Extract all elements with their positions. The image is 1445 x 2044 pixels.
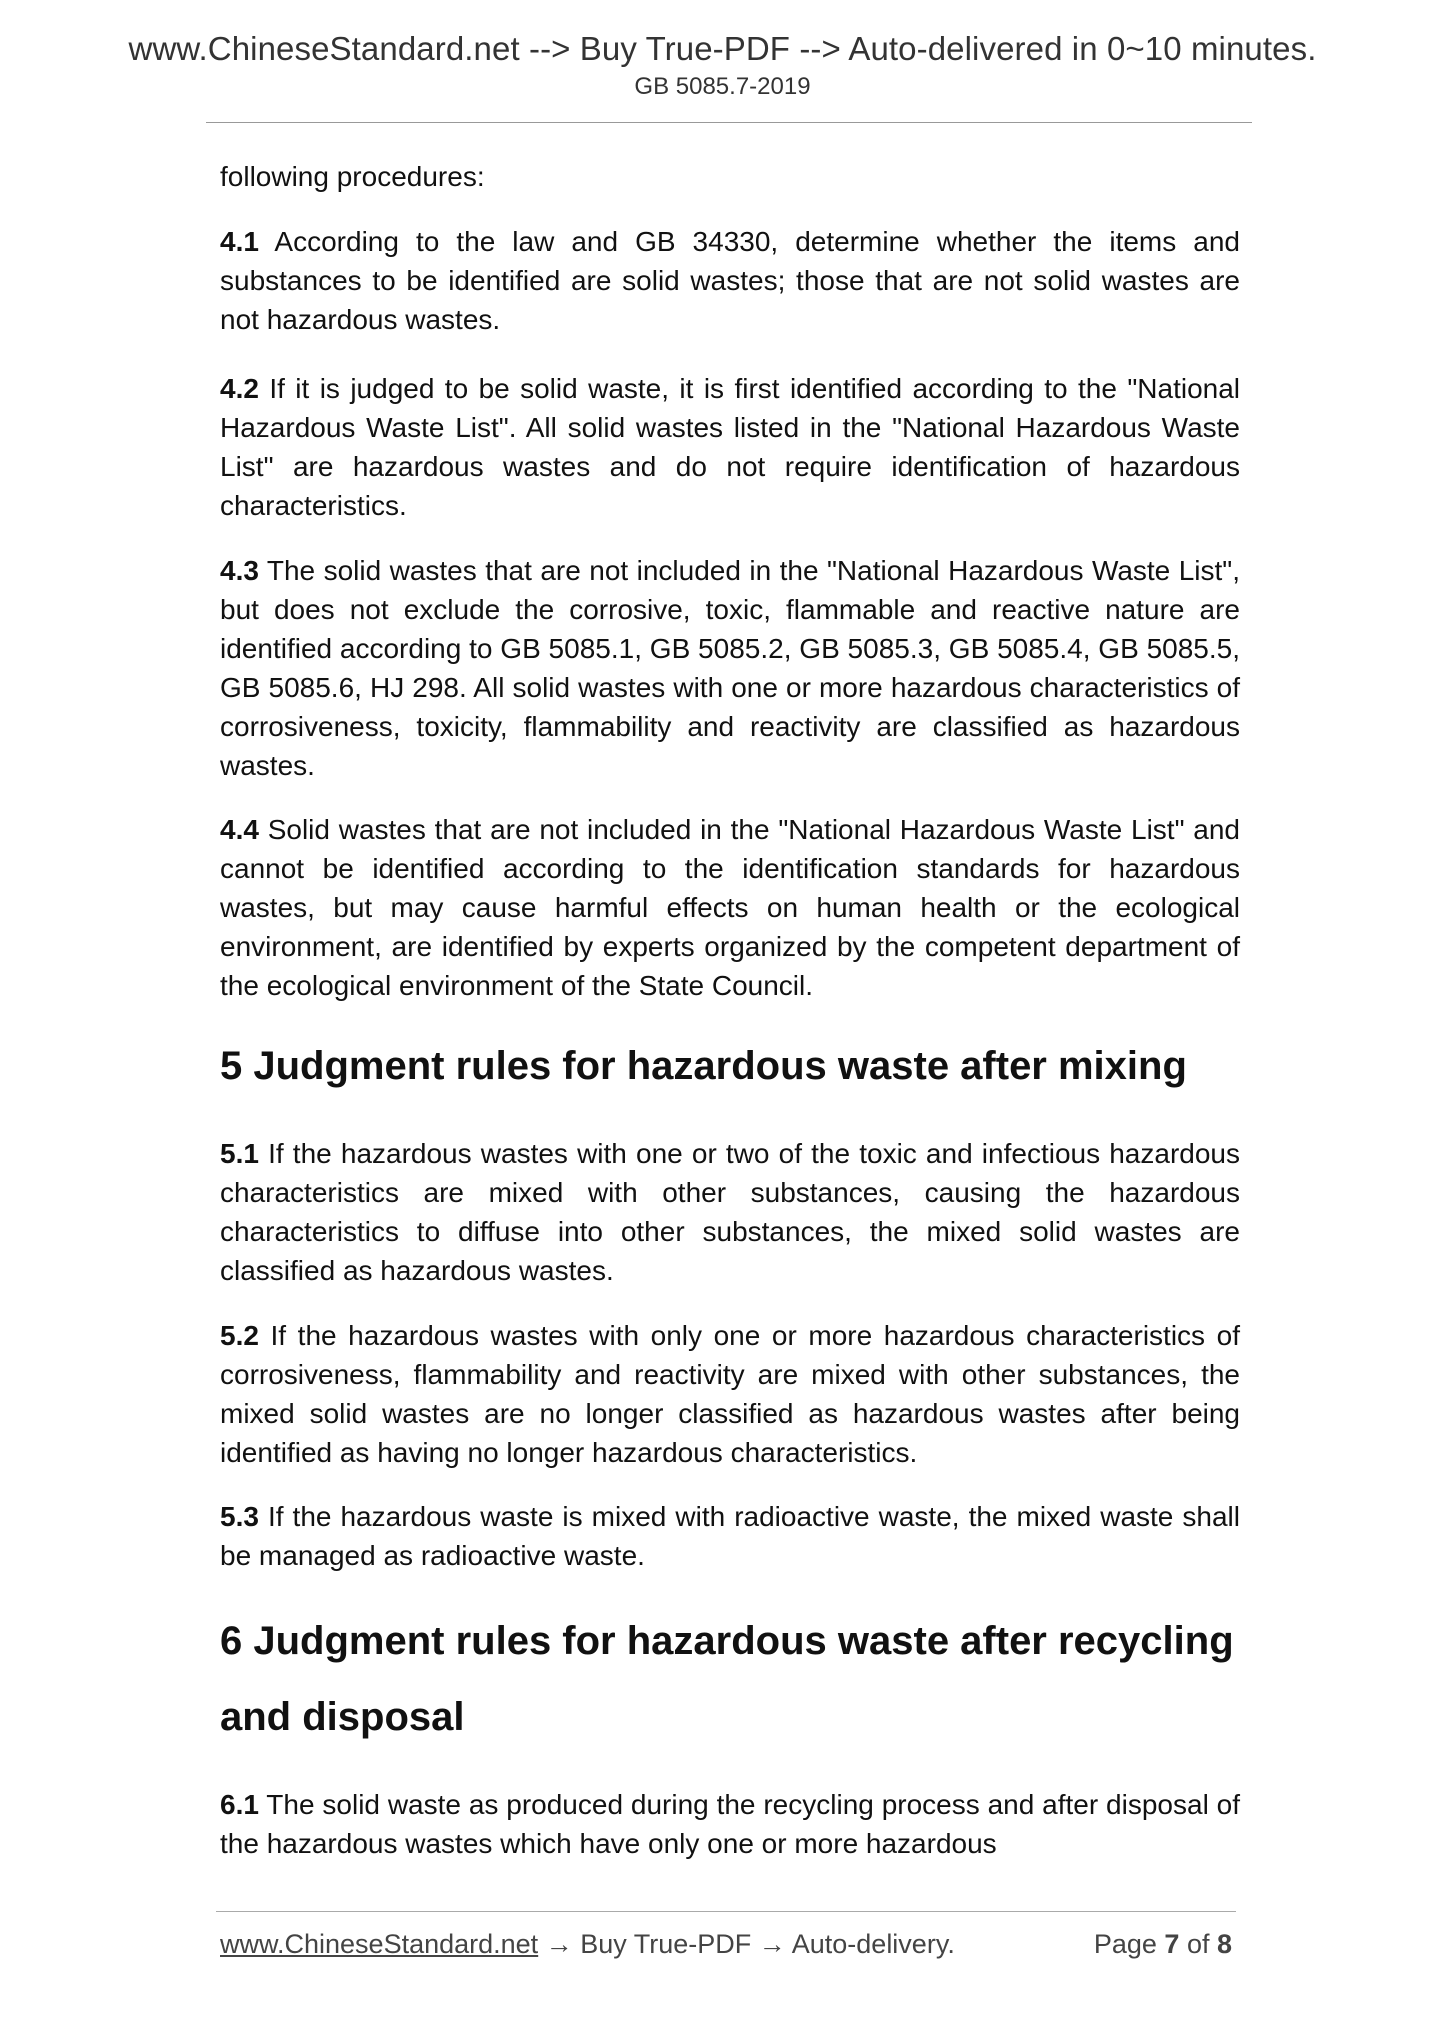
clause-number: 6.1 [220, 1789, 259, 1820]
clause-number: 4.3 [220, 555, 259, 586]
clause-number: 5.1 [220, 1138, 259, 1169]
clause-text: If it is judged to be solid waste, it is first identified according to the "National Hazardous Waste List". All solid wastes listed in the "National Hazardous Waste List" are hazardous wastes and do not require identification of hazardous characteristics. [220, 373, 1240, 521]
section-6-heading-line2: and disposal [220, 1695, 465, 1739]
clause-text: If the hazardous waste is mixed with radioactive waste, the mixed waste shall be managed as radioactive waste. [220, 1501, 1240, 1571]
section-6-heading-line1: 6 Judgment rules for hazardous waste after recycling [220, 1619, 1234, 1663]
clause-5-3 [220, 1497, 1240, 1575]
clause-text: The solid waste as produced during the recycling process and after disposal of the hazardous wastes which have only one or more hazardous [220, 1789, 1240, 1859]
intro-line: following procedures: [220, 161, 485, 192]
header-divider [206, 122, 1252, 123]
clause-number: 5.3 [220, 1501, 259, 1532]
footer-divider [216, 1911, 1236, 1912]
section-5-heading: 5 Judgment rules for hazardous waste after mixing [220, 1044, 1187, 1088]
clause-number: 5.2 [220, 1320, 259, 1351]
clause-4-1 [220, 222, 1240, 339]
of-label: of [1179, 1929, 1217, 1959]
page-indicator [1094, 1929, 1232, 1960]
clause-text: The solid wastes that are not included in the "National Hazardous Waste List", but does not exclude the corrosive, toxic, flammable and reactive nature are identified according to GB 5085.1, GB 5085.2, GB 5085.3, GB 5085.4, GB 5085.5, GB 5085.6, HJ 298. All solid wastes with one or more hazardous characteristics of corrosiveness, toxicity, flammability and reactivity are classified as hazardous wastes. [220, 555, 1240, 781]
clause-text: Solid wastes that are not included in the "National Hazardous Waste List" and cannot be identified according to the identification standards for hazardous wastes, but may cause harmful effects on human health or the ecological environment, are identified by experts organized by the competent department of the ecological environment of the State Council. [220, 814, 1240, 1001]
clause-text: If the hazardous wastes with only one or more hazardous characteristics of corrosiveness, flammability and reactivity are mixed with other substances, the mixed solid wastes are no longer classified as hazardous wastes after being identified as having no longer hazardous characteristics. [220, 1320, 1240, 1468]
clause-4-2 [220, 369, 1240, 525]
clause-6-1 [220, 1785, 1240, 1863]
clause-number: 4.1 [220, 226, 259, 257]
clause-4-3 [220, 551, 1240, 785]
clause-number: 4.4 [220, 814, 259, 845]
standard-code: GB 5085.7-2019 [634, 73, 811, 100]
clause-text: If the hazardous wastes with one or two of the toxic and infectious hazardous characteristics are mixed with other substances, causing the hazardous characteristics to diffuse into other substances, the mixed solid wastes are classified as hazardous wastes. [220, 1138, 1240, 1286]
footer-left [220, 1929, 955, 1960]
clause-4-4 [220, 810, 1240, 1005]
clause-number: 4.2 [220, 373, 259, 404]
page-total: 8 [1216, 1929, 1232, 1959]
clause-5-1 [220, 1134, 1240, 1290]
page-current: 7 [1164, 1929, 1180, 1959]
clause-5-2 [220, 1316, 1240, 1472]
site-link[interactable]: www.ChineseStandard.net [220, 1929, 539, 1959]
page-label: Page [1093, 1929, 1165, 1959]
clause-text: According to the law and GB 34330, determine whether the items and substances to be identified are solid wastes; those that are not solid wastes are not hazardous wastes. [220, 226, 1240, 335]
footer-tagline: → Buy True-PDF → Auto-delivery. [538, 1929, 955, 1959]
header-banner: www.ChineseStandard.net --> Buy True-PDF --> Auto-delivered in 0~10 minutes. [128, 30, 1317, 67]
